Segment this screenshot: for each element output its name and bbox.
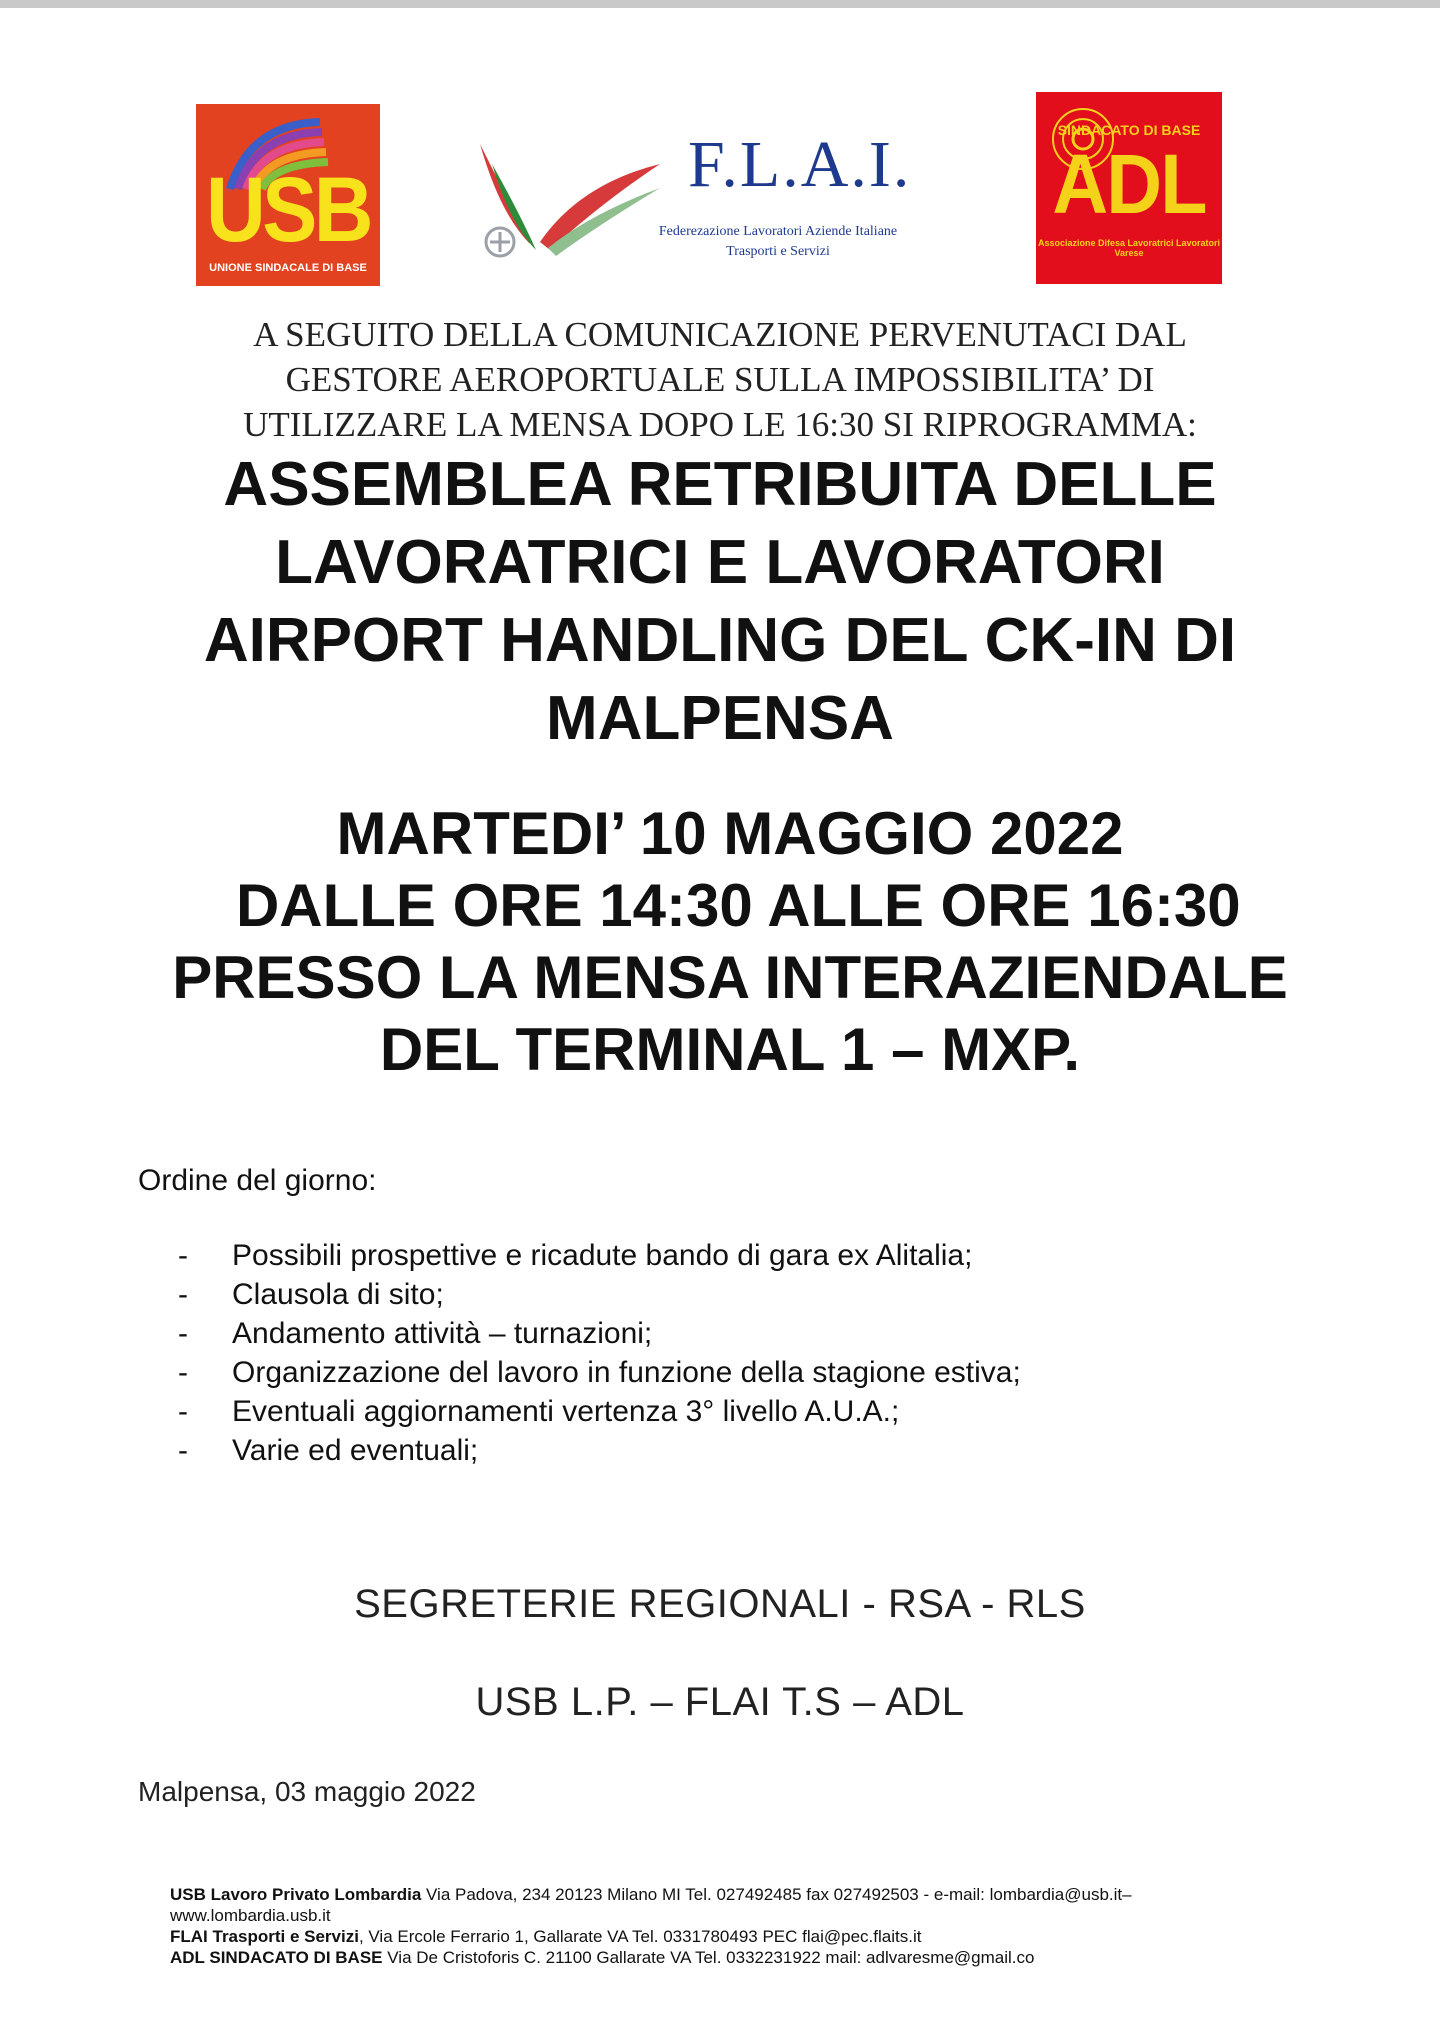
adl-logo-top-text: SINDACATO DI BASE — [1057, 122, 1201, 138]
bullet-dash: - — [178, 1434, 188, 1467]
title-line-3: AIRPORT HANDLING DEL CK-IN DI — [203, 606, 1237, 675]
agenda-item-text: Varie ed eventuali; — [232, 1434, 479, 1467]
bullet-dash: - — [178, 1395, 188, 1428]
when-time: DALLE ORE 14:30 ALLE ORE 16:30 — [219, 872, 1241, 939]
footer-usb — [170, 1884, 1370, 1905]
flai-logo — [470, 124, 910, 274]
agenda-item — [178, 1353, 1021, 1392]
agenda-item-text: Eventuali aggiornamenti vertenza 3° livello A.U.A.; — [232, 1395, 900, 1428]
top-edge-bar — [0, 0, 1440, 8]
agenda-item-text: Possibili prospettive e ricadute bando di gara ex Alitalia; — [232, 1239, 973, 1272]
footer-flai-details: , Via Ercole Ferrario 1, Gallarate VA Tel. 0331780493 PEC flai@pec.flaits.it — [358, 1927, 922, 1946]
bullet-dash: - — [178, 1278, 188, 1311]
footer-adl-name: ADL SINDACATO DI BASE — [170, 1948, 383, 1967]
agenda-item — [178, 1236, 1021, 1275]
assembly-title — [80, 446, 1360, 758]
agenda-item — [178, 1392, 1021, 1431]
title-line-2: LAVORATRICI E LAVORATORI — [275, 528, 1165, 597]
agenda-list — [178, 1236, 1021, 1470]
footer-flai-name: FLAI Trasporti e Servizi — [170, 1927, 359, 1946]
title-line-1: ASSEMBLEA RETRIBUITA DELLE — [223, 450, 1217, 519]
footer-flai — [170, 1926, 1370, 1947]
wings-icon — [470, 124, 670, 274]
adl-logo-text: ADL — [1052, 137, 1206, 231]
usb-logo-text: USB — [205, 159, 371, 261]
adl-logo-subtitle: Associazione Difesa Lavoratrici Lavoratori Varese — [1037, 238, 1221, 258]
flai-logo-text: F.L.A.I. — [688, 128, 912, 201]
intro-line-3: UTILIZZARE LA MENSA DOPO LE 16:30 SI RIPROGRAMMA: — [243, 405, 1197, 444]
agenda-item-text: Organizzazione del lavoro in funzione della stagione estiva; — [232, 1356, 1021, 1389]
intro-text — [100, 312, 1340, 447]
usb-logo — [196, 104, 380, 286]
when-date: MARTEDI’ 10 MAGGIO 2022 — [336, 800, 1124, 867]
date-time-location — [80, 798, 1380, 1086]
agenda-item-text: Andamento attività – turnazioni; — [232, 1317, 653, 1350]
usb-logo-subtitle: UNIONE SINDACALE DI BASE — [209, 262, 367, 274]
footer-adl — [170, 1947, 1370, 1968]
agenda-item — [178, 1275, 1021, 1314]
intro-line-1: A SEGUITO DELLA COMUNICAZIONE PERVENUTACI DAL — [253, 315, 1187, 354]
footer-adl-details: Via De Cristoforis C. 21100 Gallarate VA Tel. 0332231922 mail: adlvaresme@gmail.co — [382, 1948, 1035, 1967]
flai-logo-subtitle-2: Trasporti e Servizi — [726, 244, 830, 259]
footer-usb-website[interactable]: www.lombardia.usb.it — [170, 1906, 331, 1925]
flai-logo-subtitle-1: Federezazione Lavoratori Aziende Italiane — [658, 224, 898, 239]
agenda-heading: Ordine del giorno: — [138, 1164, 377, 1197]
footer-usb-details: Via Padova, 234 20123 Milano MI Tel. 027492485 fax 027492503 - e-mail: lombardia@usb.it– — [421, 1885, 1132, 1904]
bullet-dash: - — [178, 1317, 188, 1350]
footer-contacts — [170, 1884, 1370, 1968]
document-date: Malpensa, 03 maggio 2022 — [138, 1776, 476, 1807]
bullet-dash: - — [178, 1356, 188, 1389]
footer-usb-name: USB Lavoro Privato Lombardia — [170, 1885, 422, 1904]
agenda-item — [178, 1314, 1021, 1353]
adl-logo — [1036, 92, 1222, 284]
intro-line-2: GESTORE AEROPORTUALE SULLA IMPOSSIBILITA’ DI — [285, 360, 1155, 399]
bullet-dash: - — [178, 1239, 188, 1272]
when-place: PRESSO LA MENSA INTERAZIENDALE — [172, 944, 1288, 1011]
agenda-item-text: Clausola di sito; — [232, 1278, 444, 1311]
signature-unions: USB L.P. – FLAI T.S – ADL — [475, 1680, 965, 1724]
signature-secretariats: SEGRETERIE REGIONALI - RSA - RLS — [354, 1582, 1086, 1626]
when-terminal: DEL TERMINAL 1 – MXP. — [379, 1016, 1081, 1083]
agenda-item — [178, 1431, 1021, 1470]
title-line-4: MALPENSA — [546, 684, 894, 753]
